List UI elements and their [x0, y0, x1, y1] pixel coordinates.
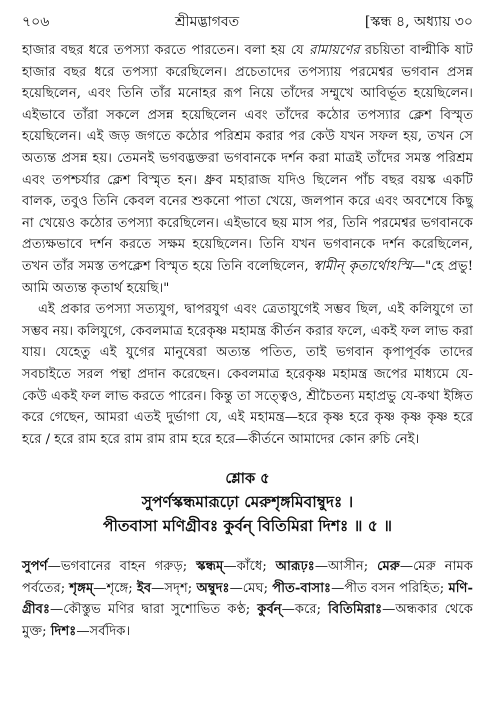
- synonym-meaning: —সর্বদিক।: [76, 624, 131, 640]
- synonym-term: মেরু: [377, 559, 400, 575]
- synonym-meaning: —কাঁধে;: [223, 559, 276, 575]
- synonym-term: আরূঢ়ঃ: [275, 559, 315, 575]
- synonym-term: স্কন্ধম্: [196, 559, 224, 575]
- page-number: ৭০৬: [22, 14, 50, 30]
- synonym-term: মণি-গ্রীবঃ: [22, 580, 473, 618]
- synonym-term: কুর্বন্: [257, 602, 282, 618]
- purport-text: —"হে প্রভু! আমি অত্যন্ত কৃতার্থ হয়েছি।": [22, 258, 473, 296]
- synonym-meaning: —অন্ধকার থেকে মুক্ত;: [22, 602, 473, 640]
- verse-line-1: সুপর্ণস্কন্ধমারূঢ়ো মেরুশৃঙ্গমিবাম্বুদঃ ।: [141, 492, 354, 512]
- synonym-meaning: —পীত বসন পরিহিত;: [331, 580, 449, 596]
- synonym-meaning: —শৃঙ্গে;: [93, 580, 137, 596]
- sanskrit-quote: স্বামীন্ কৃতার্থোঽস্মি: [313, 258, 412, 274]
- word-for-word-synonyms: [22, 556, 473, 642]
- verse-title: শ্লোক ৫: [225, 470, 270, 488]
- synonym-term: দিশঃ: [50, 624, 77, 640]
- synonym-term: পীত-বাসাঃ: [272, 580, 332, 596]
- purport: [22, 40, 473, 450]
- synonym-meaning: —ভগবানের বাহন গরুড়;: [47, 559, 197, 575]
- chapter-reference: [স্কন্ধ ৪, অধ্যায় ৩০: [364, 14, 473, 30]
- verse-line-2: পীতবাসা মণিগ্রীবঃ কুর্বন্ বিতিমিরা দিশঃ ॥ ৫ ॥: [102, 516, 393, 536]
- verse-block: [22, 468, 473, 538]
- synonym-meaning: —সদৃশ;: [151, 580, 197, 596]
- synonym-term: অম্বুদঃ: [196, 580, 230, 596]
- synonym-meaning: —করে;: [281, 602, 329, 618]
- purport-paragraph-2: এই প্রকার তপস্যা সত্যযুগ, দ্বাপরযুগ এবং ত্রেতাযুগেই সম্ভব ছিল, এই কলিযুগে তা সম্ভব নয়। কলিযুগে, কেবলমাত্র হরেকৃষ্ণ মহামন্ত্র কীর্তন করার ফলে, একই ফল লাভ করা যায়। যেহেতু এই যুগের মানুষেরা অত্যন্ত পতিত, তাই ভগবান কৃপাপূর্বক তাদের সবচাইতে সরল পন্থা প্রদান করেছেন। কেবলমাত্র হরেকৃষ্ণ মহামন্ত্র জপের মাধ্যমে যে-কেউ একই ফল লাভ করতে পারেন। কিন্তু তা সত্ত্বেও, শ্রীচৈতন্য মহাপ্রভু যে-কথা ইঙ্গিত করে গেছেন, আমরা এতই দুর্ভাগা যে, এই মহামন্ত্র—হরে কৃষ্ণ হরে কৃষ্ণ কৃষ্ণ কৃষ্ণ হরে হরে / হরে রাম হরে রাম রাম রাম হরে হরে—কীর্তনে আমাদের কোন রুচি নেই।: [22, 302, 473, 447]
- purport-paragraph-1: [22, 40, 473, 299]
- book-title: শ্রীমদ্ভাগবত: [175, 14, 240, 30]
- synonym-meaning: —কৌস্তুভ মণির দ্বারা সুশোভিত কণ্ঠ;: [50, 602, 258, 618]
- synonym-term: ইব: [136, 580, 152, 596]
- running-header: [22, 10, 473, 40]
- synonym-term: বিতিমিরাঃ: [328, 602, 383, 618]
- synonym-meaning: —মেরু নামক পর্বতের;: [22, 559, 473, 596]
- ramayana-title: রামায়ণের: [309, 43, 360, 58]
- synonym-meaning: —মেঘ;: [229, 580, 273, 596]
- purport-text: রচয়িতা বাল্মীকি ষাট হাজার বছর ধরে তপস্যা করেছিলেন। প্রচেতাদের তপস্যায় পরমেশ্বর ভগবান প্রসন্ন হয়েছিলেন, এবং তিনি তাঁর মনোহর রূপ নিয়ে তাঁদের সম্মুখে আবির্ভূত হয়েছিলেন। এইভাবে তাঁরা সকলে প্রসন্ন হয়েছিলেন এবং তাঁদের কঠোর তপস্যার ক্লেশ বিস্মৃত হয়েছিলেন। এই জড় জগতে কঠোর পরিশ্রম করার পর কেউ যখন সফল হয়, তখন সে অত্যন্ত প্রসন্ন হয়। তেমনই ভগবদ্ভক্তরা ভগবানকে দর্শন করা মাত্রই তাঁদের সমস্ত পরিশ্রম এবং তপশ্চর্যার ক্লেশ বিস্মৃত হন। ধ্রুব মহারাজ যদিও ছিলেন পাঁচ বছর বয়স্ক একটি বালক, তবুও তিনি কেবল বনের শুকনো পাতা খেয়ে, জলপান করে এবং অবশেষে কিছু না খেয়েও কঠোর তপস্যা করেছিলেন। এইভাবে ছয় মাস পর, তিনি পরমেশ্বর ভগবানকে প্রত্যক্ষভাবে দর্শন করতে সক্ষম হয়েছিলেন। তিনি যখন ভগবানকে দর্শন করেছিলেন, তখন তাঁর সমস্ত তপক্লেশ বিস্মৃত হয়ে তিনি বলেছিলেন,: [22, 43, 473, 274]
- synonym-term: সুপর্ণ: [22, 559, 48, 575]
- synonym-term: শৃঙ্গম্: [69, 580, 94, 596]
- purport-text: হাজার বছর ধরে তপস্যা করতে পারতেন। বলা হয় যে: [22, 43, 310, 58]
- synonym-meaning: —আসীন;: [314, 559, 378, 575]
